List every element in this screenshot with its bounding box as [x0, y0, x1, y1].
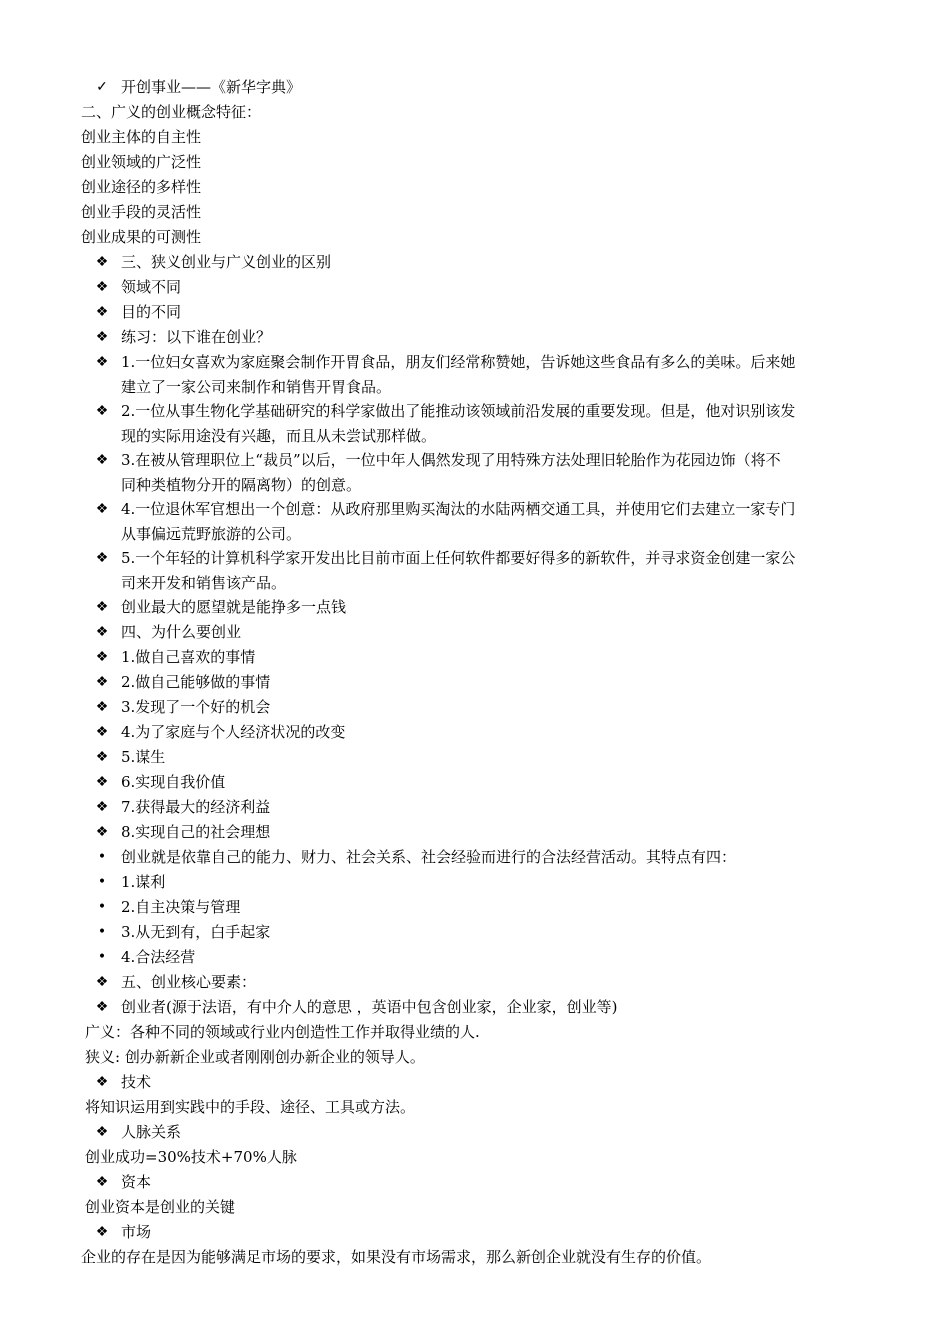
diamond-bullet-icon: ❖: [95, 354, 109, 370]
diamond-bullet-icon: ❖: [95, 649, 109, 665]
line-text: 练习：以下谁在创业？: [121, 328, 272, 346]
line-text: 广义：各种不同的领域或行业内创造性工作并取得业绩的人.: [85, 1023, 480, 1041]
diamond-bullet-icon: ❖: [95, 329, 109, 345]
diamond-bullet-icon: ❖: [95, 699, 109, 715]
line-text: 从事偏远荒野旅游的公司。: [121, 525, 302, 543]
diamond-bullet-icon: ❖: [95, 550, 109, 566]
line-text: 2.做自己能够做的事情: [121, 673, 271, 691]
diamond-bullet-icon: ❖: [95, 1174, 109, 1190]
line-text: 司来开发和销售该产品。: [121, 574, 287, 592]
diamond-bullet-icon: ❖: [95, 824, 109, 840]
dot-bullet-icon: •: [97, 949, 107, 965]
text-line: [0, 820, 950, 845]
text-line: [0, 1020, 950, 1045]
document-body: [0, 75, 950, 1270]
text-line: [0, 845, 950, 870]
line-text: 企业的存在是因为能够满足市场的要求，如果没有市场需求，那么新创企业就没有生存的价值。: [81, 1248, 712, 1266]
line-text: 创业就是依靠自己的能力、财力、社会关系、社会经验而进行的合法经营活动。其特点有四：: [121, 848, 737, 866]
text-line: [0, 870, 950, 895]
diamond-bullet-icon: ❖: [95, 254, 109, 270]
line-text: 二、广义的创业概念特征：: [81, 103, 262, 121]
text-line: [0, 497, 950, 522]
line-text: 1.做自己喜欢的事情: [121, 648, 256, 666]
line-text: 5.一个年轻的计算机科学家开发出比目前市面上任何软件都要好得多的新软件，并寻求资金创建一家公: [121, 549, 796, 567]
text-line: [0, 695, 950, 720]
text-line: [0, 250, 950, 275]
text-line: [0, 670, 950, 695]
dot-bullet-icon: •: [97, 924, 107, 940]
text-line: [0, 1195, 950, 1220]
line-text: 1.一位妇女喜欢为家庭聚会制作开胃食品，朋友们经常称赞她，告诉她这些食品有多么的美味。后来她: [121, 353, 796, 371]
line-text: 市场: [121, 1223, 152, 1241]
text-line: [0, 200, 950, 225]
continuation-line: [0, 571, 950, 595]
text-line: [0, 770, 950, 795]
diamond-bullet-icon: ❖: [95, 403, 109, 419]
diamond-bullet-icon: ❖: [95, 1074, 109, 1090]
text-line: [0, 645, 950, 670]
text-line: [0, 399, 950, 424]
line-text: 4.为了家庭与个人经济状况的改变: [121, 723, 346, 741]
text-line: [0, 125, 950, 150]
line-text: 4.合法经营: [121, 948, 196, 966]
line-text: 四、为什么要创业: [121, 623, 242, 641]
text-line: [0, 275, 950, 300]
dot-bullet-icon: •: [97, 899, 107, 915]
line-text: 创业成功=30%技术+70%人脉: [85, 1148, 297, 1166]
text-line: [0, 1220, 950, 1245]
diamond-bullet-icon: ❖: [95, 749, 109, 765]
text-line: [0, 595, 950, 620]
line-text: 三、狭义创业与广义创业的区别: [121, 253, 332, 271]
text-line: [0, 448, 950, 473]
text-line: [0, 300, 950, 325]
dot-bullet-icon: •: [97, 874, 107, 890]
line-text: 2.自主决策与管理: [121, 898, 241, 916]
text-line: [0, 995, 950, 1020]
line-text: 4.一位退休军官想出一个创意：从政府那里购买淘汰的水陆两栖交通工具，并使用它们去建立一家专门: [121, 500, 796, 518]
line-text: 创业主体的自主性: [81, 128, 202, 146]
line-text: 创业途径的多样性: [81, 178, 202, 196]
line-text: 五、创业核心要素：: [121, 973, 257, 991]
text-line: [0, 75, 950, 100]
diamond-bullet-icon: ❖: [95, 974, 109, 990]
text-line: [0, 1245, 950, 1270]
line-text: 创业者(源于法语，有中介人的意思 ，英语中包含创业家，企业家，创业等): [121, 998, 618, 1016]
text-line: [0, 920, 950, 945]
line-text: 创业资本是创业的关键: [85, 1198, 236, 1216]
diamond-bullet-icon: ❖: [95, 799, 109, 815]
text-line: [0, 325, 950, 350]
diamond-bullet-icon: ❖: [95, 724, 109, 740]
line-text: 同种类植物分开的隔离物）的创意。: [121, 476, 362, 494]
diamond-bullet-icon: ❖: [95, 452, 109, 468]
diamond-bullet-icon: ❖: [95, 304, 109, 320]
continuation-line: [0, 375, 950, 399]
diamond-bullet-icon: ❖: [95, 501, 109, 517]
text-line: [0, 225, 950, 250]
text-line: [0, 100, 950, 125]
line-text: 创业成果的可测性: [81, 228, 202, 246]
line-text: 狭义: 创办新新企业或者刚刚创办新企业的领导人。: [85, 1048, 425, 1066]
dot-bullet-icon: •: [97, 849, 107, 865]
text-line: [0, 720, 950, 745]
continuation-line: [0, 473, 950, 497]
line-text: 创业手段的灵活性: [81, 203, 202, 221]
diamond-bullet-icon: ❖: [95, 624, 109, 640]
text-line: [0, 350, 950, 375]
text-line: [0, 745, 950, 770]
line-text: 现的实际用途没有兴趣，而且从未尝试那样做。: [121, 427, 437, 445]
text-line: [0, 795, 950, 820]
line-text: 创业最大的愿望就是能挣多一点钱: [121, 598, 347, 616]
line-text: 将知识运用到实践中的手段、途径、工具或方法。: [85, 1098, 416, 1116]
line-text: 1.谋利: [121, 873, 166, 891]
diamond-bullet-icon: ❖: [95, 774, 109, 790]
line-text: 7.获得最大的经济利益: [121, 798, 271, 816]
line-text: 3.发现了一个好的机会: [121, 698, 271, 716]
diamond-bullet-icon: ❖: [95, 1124, 109, 1140]
line-text: 建立了一家公司来制作和销售开胃食品。: [121, 378, 392, 396]
text-line: [0, 546, 950, 571]
checkmark-bullet-icon: ✓: [96, 79, 108, 95]
text-line: [0, 1070, 950, 1095]
text-line: [0, 175, 950, 200]
line-text: 2.一位从事生物化学基础研究的科学家做出了能推动该领域前沿发展的重要发现。但是，他对识别该发: [121, 402, 796, 420]
line-text: 技术: [121, 1073, 152, 1091]
line-text: 领域不同: [121, 278, 182, 296]
line-text: 6.实现自我价值: [121, 773, 226, 791]
text-line: [0, 1045, 950, 1070]
continuation-line: [0, 424, 950, 448]
text-line: [0, 1095, 950, 1120]
continuation-line: [0, 522, 950, 546]
line-text: 创业领域的广泛性: [81, 153, 202, 171]
line-text: 资本: [121, 1173, 152, 1191]
line-text: 3.从无到有，白手起家: [121, 923, 271, 941]
line-text: 5.谋生: [121, 748, 166, 766]
text-line: [0, 620, 950, 645]
line-text: 开创事业——《新华字典》: [121, 78, 302, 96]
diamond-bullet-icon: ❖: [95, 599, 109, 615]
diamond-bullet-icon: ❖: [95, 674, 109, 690]
text-line: [0, 945, 950, 970]
text-line: [0, 1145, 950, 1170]
text-line: [0, 1170, 950, 1195]
line-text: 人脉关系: [121, 1123, 182, 1141]
diamond-bullet-icon: ❖: [95, 279, 109, 295]
diamond-bullet-icon: ❖: [95, 1224, 109, 1240]
text-line: [0, 1120, 950, 1145]
line-text: 3.在被从管理职位上“裁员”以后，一位中年人偶然发现了用特殊方法处理旧轮胎作为花园边饰（将不: [121, 451, 781, 469]
text-line: [0, 895, 950, 920]
text-line: [0, 970, 950, 995]
line-text: 8.实现自己的社会理想: [121, 823, 271, 841]
line-text: 目的不同: [121, 303, 182, 321]
diamond-bullet-icon: ❖: [95, 999, 109, 1015]
text-line: [0, 150, 950, 175]
